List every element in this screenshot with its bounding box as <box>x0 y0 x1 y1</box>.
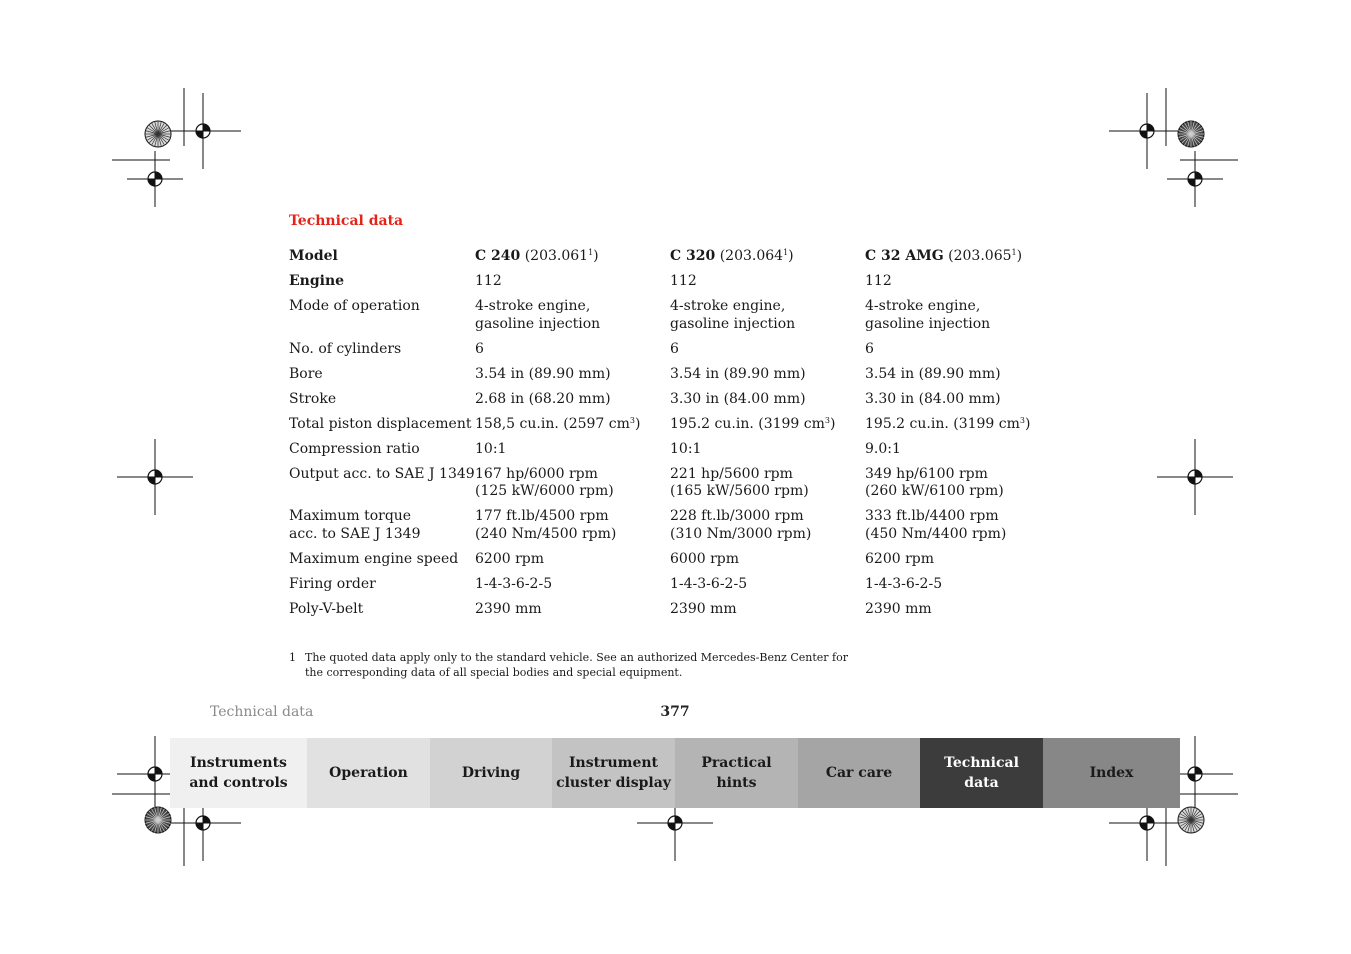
cell-value: 3.54 in (89.90 mm) <box>670 365 806 382</box>
cell-value: 1-4-3-6-2-5 <box>670 575 748 592</box>
page-number: 377 <box>660 704 690 720</box>
table-cell <box>670 273 865 298</box>
nav-tab-instrument-cluster-display[interactable]: Instrument cluster display <box>552 738 675 808</box>
model-code: (203.065 <box>943 248 1012 264</box>
row-label <box>289 551 475 576</box>
cell-value: 167 hp/6000 rpm <box>475 465 598 482</box>
cell-value: 177 ft.lb/4500 rpm <box>475 508 609 524</box>
registration-target-quadrant <box>1188 179 1195 186</box>
registration-target-quadrant <box>1140 823 1147 830</box>
row-label-text: Total piston displacement <box>289 415 472 432</box>
registration-target-quadrant <box>1147 816 1154 823</box>
table-cell <box>670 441 865 466</box>
row-label <box>289 341 475 366</box>
model-code: (203.061 <box>520 248 589 264</box>
cell-value: 2.68 in (68.20 mm) <box>475 390 611 407</box>
footnote-text: The quoted data apply only to the standard vehicle. See an authorized Mercedes-Benz Center for the corresponding data of all special bodies and special equipment. <box>305 651 849 679</box>
cell-value-line2: gasoline injection <box>865 315 991 332</box>
row-label <box>289 248 475 273</box>
cell-value-line2: (240 Nm/4500 rpm) <box>475 525 617 542</box>
registration-target-quadrant <box>1195 172 1202 179</box>
cell-value-tail: ) <box>829 415 836 432</box>
model-name: C 320 <box>670 248 716 264</box>
table-cell <box>670 508 865 551</box>
registration-target-quadrant <box>1147 124 1154 131</box>
cell-value: 6 <box>865 340 874 357</box>
cell-value: 10:1 <box>670 440 702 457</box>
table-cell <box>865 508 1035 551</box>
cell-value: 3.30 in (84.00 mm) <box>865 390 1001 407</box>
cell-value: 6200 rpm <box>865 550 935 567</box>
cell-value: 4-stroke engine, <box>670 298 786 314</box>
cell-value: 333 ft.lb/4400 rpm <box>865 508 999 524</box>
table-row <box>289 366 1035 391</box>
table-cell <box>865 391 1035 416</box>
table-cell <box>670 576 865 601</box>
nav-tab-car-care[interactable]: Car care <box>798 738 920 808</box>
row-label <box>289 466 475 509</box>
cell-value-line2: (310 Nm/3000 rpm) <box>670 525 812 542</box>
superscript: 3 <box>1019 415 1025 425</box>
cell-value-tail: ) <box>1024 415 1031 432</box>
nav-tab-instruments-and-controls[interactable]: Instruments and controls <box>170 738 307 808</box>
table-cell <box>865 248 1035 273</box>
table-cell <box>475 576 670 601</box>
footnote-number: 1 <box>289 651 296 664</box>
table-cell <box>475 366 670 391</box>
table-row <box>289 466 1035 509</box>
table-row <box>289 416 1035 441</box>
table-cell <box>865 416 1035 441</box>
row-label-text: No. of cylinders <box>289 340 402 357</box>
cell-value-tail: ) <box>1016 248 1023 264</box>
registration-target-quadrant <box>1188 477 1195 484</box>
row-label-text: Mode of operation <box>289 298 420 314</box>
registration-target-quadrant <box>203 124 210 131</box>
cell-value: 112 <box>670 273 697 289</box>
cell-value: 158,5 cu.in. (2597 cm <box>475 415 630 432</box>
registration-target-quadrant <box>196 131 203 138</box>
nav-tab-driving[interactable]: Driving <box>430 738 552 808</box>
table-cell <box>475 441 670 466</box>
cell-value: 6 <box>670 340 679 357</box>
registration-target-quadrant <box>148 179 155 186</box>
table-cell <box>865 341 1035 366</box>
registration-target-quadrant <box>1188 774 1195 781</box>
cell-value: 195.2 cu.in. (3199 cm <box>865 415 1020 432</box>
row-label <box>289 576 475 601</box>
cell-value-tail: ) <box>788 248 794 264</box>
technical-data-table <box>289 248 1035 626</box>
table-cell <box>670 298 865 341</box>
cell-value: 228 ft.lb/3000 rpm <box>670 508 804 524</box>
cell-value: 349 hp/6100 rpm <box>865 465 988 482</box>
table-cell <box>670 391 865 416</box>
registration-target-quadrant <box>675 816 682 823</box>
cell-value: 6200 rpm <box>475 550 545 567</box>
cell-value-line2: gasoline injection <box>670 315 796 332</box>
table-row <box>289 273 1035 298</box>
registration-target-quadrant <box>668 823 675 830</box>
table-cell <box>865 551 1035 576</box>
superscript: 1 <box>1011 248 1017 257</box>
cell-value: 1-4-3-6-2-5 <box>475 575 553 592</box>
table-cell <box>865 441 1035 466</box>
registration-target-quadrant <box>1195 470 1202 477</box>
row-label-text: Firing order <box>289 575 376 592</box>
row-label-text: Model <box>289 248 338 264</box>
table-row <box>289 551 1035 576</box>
row-label-text: Stroke <box>289 390 337 407</box>
table-cell <box>475 551 670 576</box>
cell-value: 4-stroke engine, <box>865 298 981 314</box>
cell-value-line2: (260 kW/6100 rpm) <box>865 483 1004 499</box>
table-cell <box>475 601 670 626</box>
table-cell <box>475 248 670 273</box>
table-cell <box>670 366 865 391</box>
table-cell <box>475 341 670 366</box>
cell-value: 4-stroke engine, <box>475 298 591 314</box>
registration-target-quadrant <box>148 774 155 781</box>
table-cell <box>475 273 670 298</box>
row-label <box>289 366 475 391</box>
table-cell <box>865 576 1035 601</box>
table-cell <box>865 273 1035 298</box>
table-cell <box>475 298 670 341</box>
registration-target-quadrant <box>196 823 203 830</box>
nav-tab-technical-data[interactable]: Technical data <box>920 738 1043 808</box>
section-title: Technical data <box>289 213 404 229</box>
cell-value: 2390 mm <box>670 600 737 617</box>
nav-tab-operation[interactable]: Operation <box>307 738 430 808</box>
table-cell <box>670 601 865 626</box>
cell-value: 112 <box>865 273 892 289</box>
cell-value: 3.54 in (89.90 mm) <box>865 365 1001 382</box>
row-label-text: Compression ratio <box>289 440 420 457</box>
cell-value-line2: (125 kW/6000 rpm) <box>475 483 614 499</box>
table-cell <box>865 298 1035 341</box>
registration-target-quadrant <box>203 816 210 823</box>
table-cell <box>865 601 1035 626</box>
cell-value-tail: ) <box>634 415 641 432</box>
table-cell <box>475 416 670 441</box>
cell-value: 2390 mm <box>865 600 932 617</box>
table-cell <box>475 508 670 551</box>
table-cell <box>865 466 1035 509</box>
superscript: 3 <box>824 415 830 425</box>
footnote <box>289 650 849 680</box>
cell-value: 3.30 in (84.00 mm) <box>670 390 806 407</box>
nav-tab-index[interactable]: Index <box>1043 738 1180 808</box>
table-row <box>289 576 1035 601</box>
table-cell <box>670 341 865 366</box>
cell-value-tail: ) <box>593 248 599 264</box>
model-name: C 32 AMG <box>865 248 944 264</box>
registration-target-quadrant <box>1140 131 1147 138</box>
model-name: C 240 <box>475 248 521 264</box>
row-label-text: Maximum engine speed <box>289 550 459 567</box>
row-label-text-line2: acc. to SAE J 1349 <box>289 525 421 542</box>
row-label-text: Poly-V-belt <box>289 600 364 617</box>
table-row <box>289 248 1035 273</box>
row-label-text: Bore <box>289 365 323 382</box>
model-code: (203.064 <box>715 248 784 264</box>
table-cell <box>865 366 1035 391</box>
row-label <box>289 508 475 551</box>
cell-value: 195.2 cu.in. (3199 cm <box>670 415 825 432</box>
table-row <box>289 341 1035 366</box>
table-row <box>289 441 1035 466</box>
footer-section-label: Technical data <box>210 704 314 720</box>
cell-value: 1-4-3-6-2-5 <box>865 575 943 592</box>
cell-value: 112 <box>475 273 502 289</box>
table-cell <box>670 248 865 273</box>
row-label <box>289 391 475 416</box>
row-label-text: Engine <box>289 273 345 289</box>
table-cell <box>670 551 865 576</box>
row-label-text: Output acc. to SAE J 1349 <box>289 465 475 482</box>
registration-target-quadrant <box>148 477 155 484</box>
row-label <box>289 273 475 298</box>
cell-value-line2: (165 kW/5600 rpm) <box>670 483 809 499</box>
registration-target-quadrant <box>155 172 162 179</box>
cell-value: 221 hp/5600 rpm <box>670 465 793 482</box>
row-label <box>289 416 475 441</box>
table-cell <box>670 416 865 441</box>
table-row <box>289 508 1035 551</box>
registration-target-quadrant <box>155 470 162 477</box>
row-label-text: Maximum torque <box>289 508 412 524</box>
superscript: 1 <box>783 248 789 257</box>
row-label <box>289 298 475 341</box>
cell-value: 3.54 in (89.90 mm) <box>475 365 611 382</box>
table-cell <box>475 466 670 509</box>
cell-value: 6000 rpm <box>670 550 740 567</box>
cell-value-line2: (450 Nm/4400 rpm) <box>865 525 1007 542</box>
superscript: 1 <box>588 248 594 257</box>
cell-value: 2390 mm <box>475 600 542 617</box>
table-row <box>289 391 1035 416</box>
cell-value-line2: gasoline injection <box>475 315 601 332</box>
row-label <box>289 601 475 626</box>
cell-value: 6 <box>475 340 484 357</box>
superscript: 3 <box>629 415 635 425</box>
cell-value: 9.0:1 <box>865 440 901 457</box>
nav-tab-practical-hints[interactable]: Practical hints <box>675 738 798 808</box>
table-cell <box>475 391 670 416</box>
table-row <box>289 601 1035 626</box>
table-cell <box>670 466 865 509</box>
registration-target-quadrant <box>1195 767 1202 774</box>
cell-value: 10:1 <box>475 440 507 457</box>
registration-target-quadrant <box>155 767 162 774</box>
row-label <box>289 441 475 466</box>
chapter-navigation-bar <box>170 738 1180 808</box>
table-row <box>289 298 1035 341</box>
